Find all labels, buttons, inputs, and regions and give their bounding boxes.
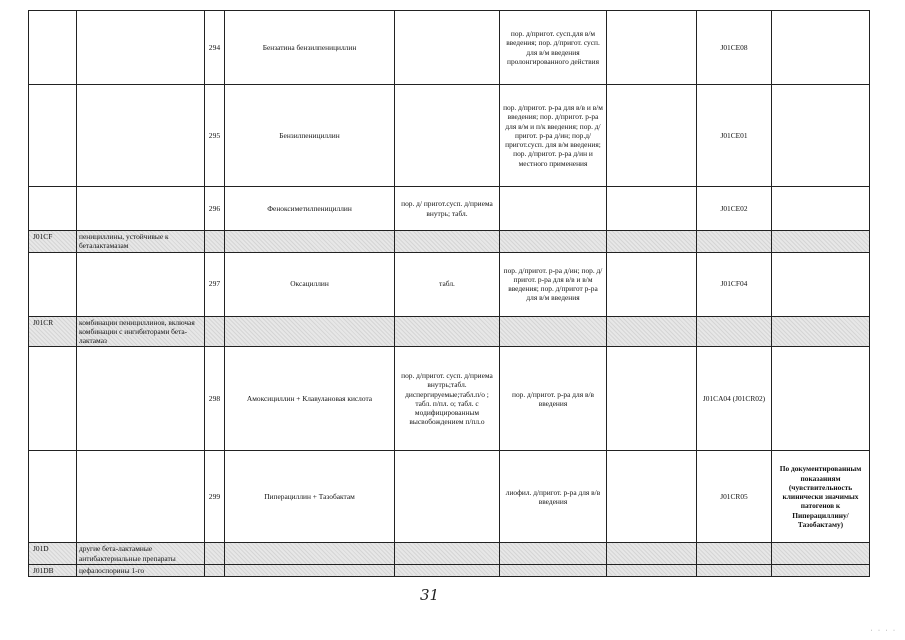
row-number: 297 — [205, 252, 225, 316]
drug-name: Амоксициллин + Клавулановая кислота — [225, 347, 395, 451]
drug-name: Бензатина бензилпенициллин — [225, 11, 395, 85]
drug-name: Феноксиметилпенициллин — [225, 187, 395, 231]
atc-group-code — [29, 11, 77, 85]
drug-name: Оксациллин — [225, 252, 395, 316]
atc-group-code: J01DB — [29, 564, 77, 576]
empty-cell — [205, 316, 225, 347]
empty-cell — [225, 231, 395, 253]
empty-cell — [607, 231, 697, 253]
atc-group-code: J01CR — [29, 316, 77, 347]
empty-cell — [697, 231, 772, 253]
dosage-form-oral: табл. — [395, 252, 500, 316]
empty-cell — [772, 564, 870, 576]
group-row — [29, 231, 870, 253]
dosage-form-oral: пор. д/ пригот.сусп. д/приема внутрь; табл. — [395, 187, 500, 231]
empty-cell — [607, 11, 697, 85]
atc-group-label — [77, 451, 205, 543]
empty-cell — [500, 564, 607, 576]
empty-cell — [225, 316, 395, 347]
empty-cell — [205, 564, 225, 576]
empty-cell — [607, 85, 697, 187]
drug-table — [28, 10, 870, 577]
dosage-form-oral — [395, 451, 500, 543]
empty-cell — [205, 543, 225, 565]
atc-code: J01CF04 — [697, 252, 772, 316]
empty-cell — [772, 543, 870, 565]
dosage-form-parenteral: пор. д/пригот. р-ра для в/в введения — [500, 347, 607, 451]
drug-row — [29, 347, 870, 451]
atc-group-label — [77, 347, 205, 451]
empty-cell — [607, 543, 697, 565]
empty-cell — [500, 543, 607, 565]
usage-note: По документированным показаниям (чувствительность клинически значимых патогенов к Пиперациллину/Тазобактаму) — [772, 451, 870, 543]
row-number: 294 — [205, 11, 225, 85]
empty-cell — [607, 252, 697, 316]
empty-cell — [395, 564, 500, 576]
empty-cell — [205, 231, 225, 253]
dosage-form-oral — [395, 85, 500, 187]
drug-name: Бензилпенициллин — [225, 85, 395, 187]
empty-cell — [697, 316, 772, 347]
row-number: 295 — [205, 85, 225, 187]
drug-row — [29, 11, 870, 85]
drug-row — [29, 85, 870, 187]
atc-code: J01CE02 — [697, 187, 772, 231]
row-number: 296 — [205, 187, 225, 231]
atc-group-label: комбинации пенициллинов, включая комбинации с ингибиторами бета-лактамаз — [77, 316, 205, 347]
atc-group-code — [29, 347, 77, 451]
drug-name: Пиперациллин + Тазобактам — [225, 451, 395, 543]
dosage-form-parenteral: пор. д/пригот. сусп.для в/м введения; пор. д/пригот. сусп. для в/м введения пролонгированного действия — [500, 11, 607, 85]
atc-group-label: другие бета-лактамные антибактериальные препараты — [77, 543, 205, 565]
atc-group-code: J01D — [29, 543, 77, 565]
atc-group-label: пенициллины, устойчивые к беталактамазам — [77, 231, 205, 253]
group-row — [29, 543, 870, 565]
row-number: 299 — [205, 451, 225, 543]
atc-code: J01CR05 — [697, 451, 772, 543]
group-row — [29, 564, 870, 576]
empty-cell — [697, 543, 772, 565]
atc-group-code — [29, 85, 77, 187]
empty-cell — [500, 316, 607, 347]
dosage-form-parenteral: лиофил. д/пригот. р-ра для в/в введения — [500, 451, 607, 543]
usage-note — [772, 187, 870, 231]
empty-cell — [607, 451, 697, 543]
dosage-form-oral — [395, 11, 500, 85]
row-number: 298 — [205, 347, 225, 451]
dosage-form-oral: пор. д/пригот. сусп. д/приема внутрь;табл. диспергируемые;табл.п/о ; табл. п/пл. о; табл. с модифицированным высвобождением п/пл.о — [395, 347, 500, 451]
drug-row — [29, 451, 870, 543]
scan-artifact: · · · · — [870, 628, 897, 634]
drug-row — [29, 252, 870, 316]
empty-cell — [395, 543, 500, 565]
page-number: 31 — [420, 586, 440, 604]
usage-note — [772, 11, 870, 85]
atc-group-label: цефалоспорины 1-го — [77, 564, 205, 576]
dosage-form-parenteral: пор. д/пригот. р-ра д/ин; пор. д/пригот. р-ра для в/в и в/м введения; пор. д/пригот р-ра для в/м введения — [500, 252, 607, 316]
empty-cell — [225, 543, 395, 565]
atc-group-label — [77, 252, 205, 316]
atc-group-label — [77, 11, 205, 85]
group-row — [29, 316, 870, 347]
atc-group-code — [29, 451, 77, 543]
atc-group-code — [29, 187, 77, 231]
empty-cell — [395, 231, 500, 253]
usage-note — [772, 85, 870, 187]
atc-group-label — [77, 187, 205, 231]
usage-note — [772, 347, 870, 451]
atc-code: J01CE01 — [697, 85, 772, 187]
empty-cell — [607, 347, 697, 451]
empty-cell — [607, 564, 697, 576]
dosage-form-parenteral — [500, 187, 607, 231]
empty-cell — [772, 316, 870, 347]
empty-cell — [607, 187, 697, 231]
atc-group-code: J01CF — [29, 231, 77, 253]
dosage-form-parenteral: пор. д/пригот. р-ра для в/в и в/м введения; пор. д/пригот. р-ра для в/м и п/к введения; пор. д/пригот. р-ра д/ин; пор.д/пригот.сусп. для в/м введения; пор. д/пригот. р-ра д/ин и местного применения — [500, 85, 607, 187]
atc-group-code — [29, 252, 77, 316]
empty-cell — [500, 231, 607, 253]
atc-group-label — [77, 85, 205, 187]
empty-cell — [395, 316, 500, 347]
drug-row — [29, 187, 870, 231]
empty-cell — [697, 564, 772, 576]
atc-code: J01CA04 (J01CR02) — [697, 347, 772, 451]
usage-note — [772, 252, 870, 316]
atc-code: J01CE08 — [697, 11, 772, 85]
empty-cell — [225, 564, 395, 576]
empty-cell — [607, 316, 697, 347]
empty-cell — [772, 231, 870, 253]
